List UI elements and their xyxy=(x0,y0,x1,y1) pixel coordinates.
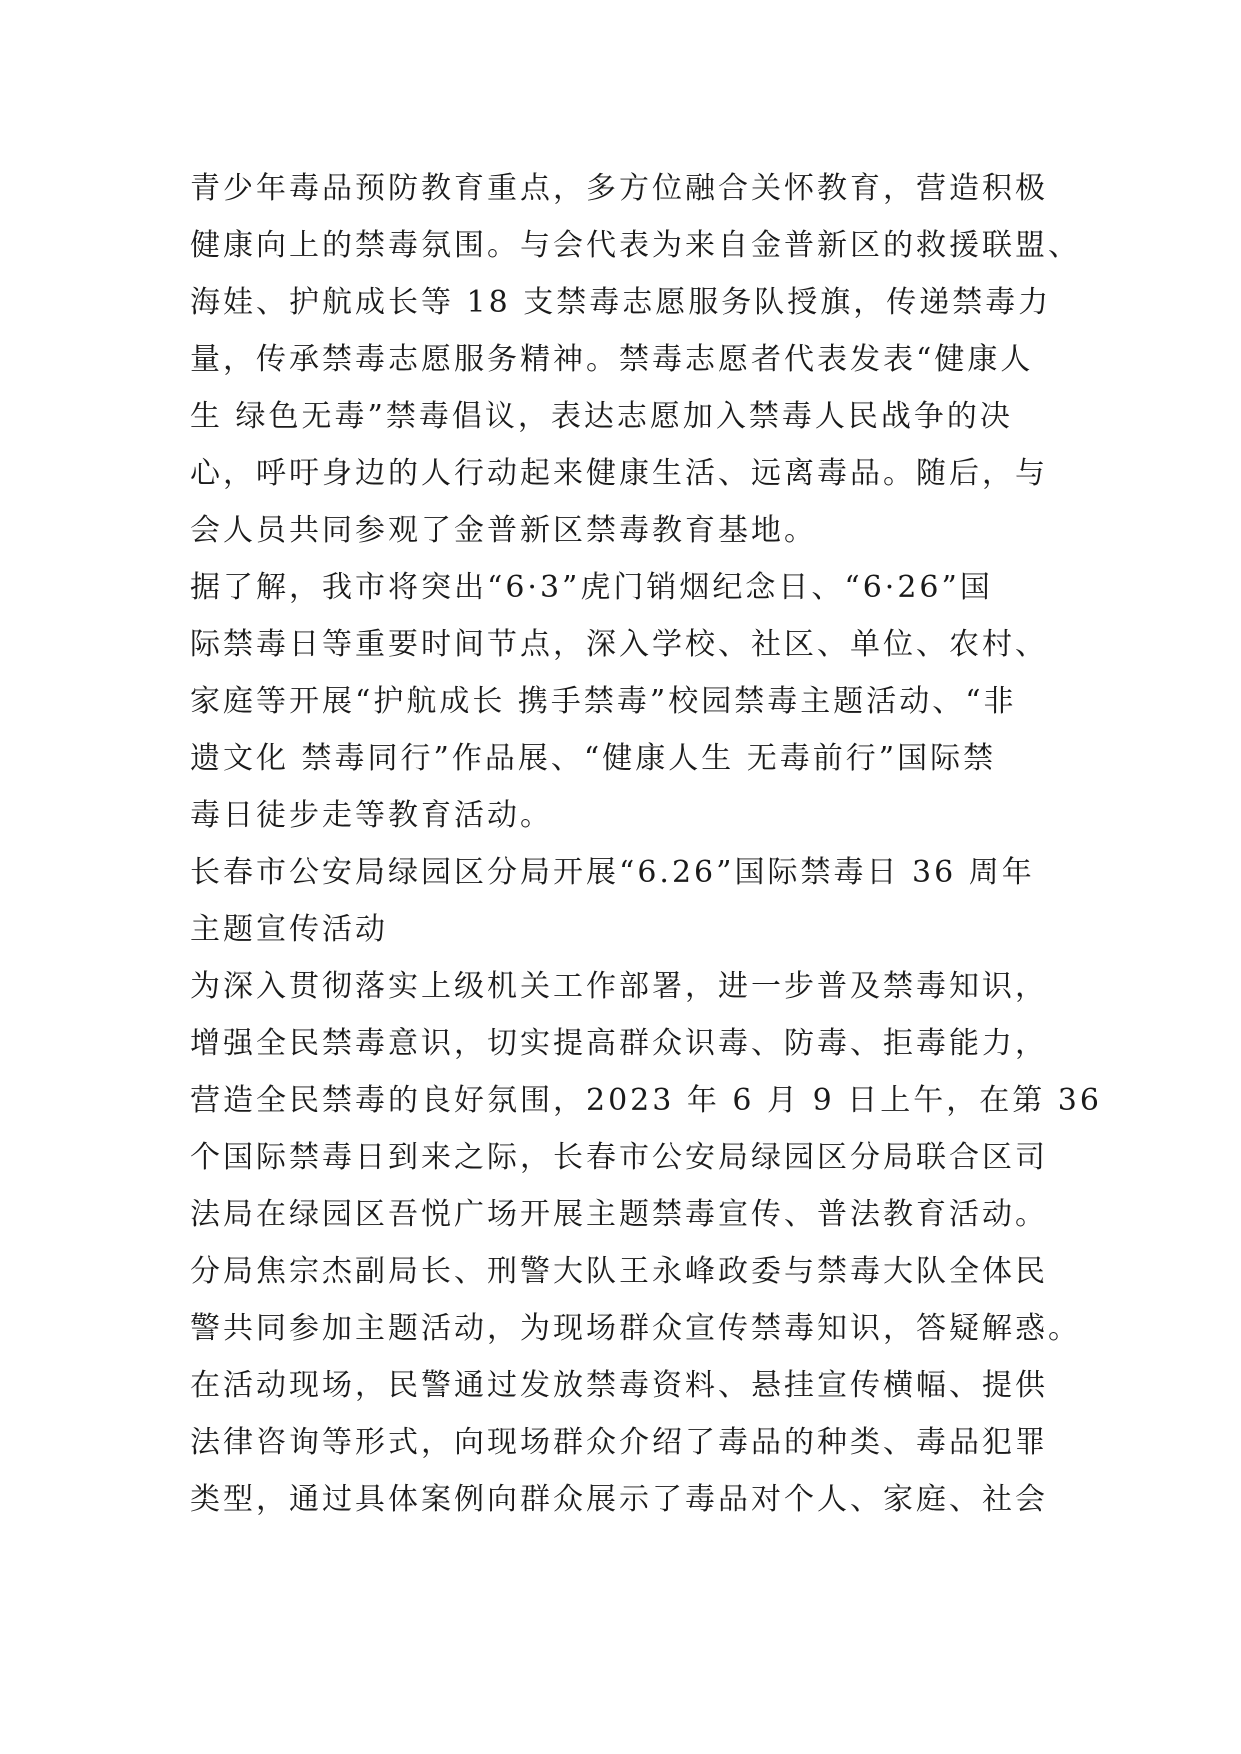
text-line: 生 绿色无毒”禁毒倡议，表达志愿加入禁毒人民战争的决 xyxy=(190,399,1013,434)
text-line: 遗文化 禁毒同行”作品展、“健康人生 无毒前行”国际禁 xyxy=(190,741,997,776)
document-body xyxy=(190,160,1102,1528)
text-line: 增强全民禁毒意识，切实提高群众识毒、防毒、拒毒能力， xyxy=(190,1026,1048,1061)
text-line: 据了解，我市将突出“6·3”虎门销烟纪念日、“6·26”国 xyxy=(190,570,993,605)
text-line: 在活动现场，民警通过发放禁毒资料、悬挂宣传横幅、提供 xyxy=(190,1368,1048,1403)
text-line: 法局在绿园区吾悦广场开展主题禁毒宣传、普法教育活动。 xyxy=(190,1197,1048,1232)
text-line: 际禁毒日等重要时间节点，深入学校、社区、单位、农村、 xyxy=(190,627,1048,662)
text-line: 心，呼吁身边的人行动起来健康生活、远离毒品。随后，与 xyxy=(190,456,1048,491)
text-line: 毒日徒步走等教育活动。 xyxy=(190,798,553,833)
section-title-line: 主题宣传活动 xyxy=(190,912,388,947)
text-line: 会人员共同参观了金普新区禁毒教育基地。 xyxy=(190,513,817,548)
text-line: 家庭等开展“护航成长 携手禁毒”校园禁毒主题活动、“非 xyxy=(190,684,1017,719)
text-line: 类型，通过具体案例向群众展示了毒品对个人、家庭、社会 xyxy=(190,1482,1048,1517)
text-line: 个国际禁毒日到来之际，长春市公安局绿园区分局联合区司 xyxy=(190,1140,1048,1175)
text-line: 健康向上的禁毒氛围。与会代表为来自金普新区的救援联盟、 xyxy=(190,228,1081,263)
text-line: 海娃、护航成长等 18 支禁毒志愿服务队授旗，传递禁毒力 xyxy=(190,285,1052,320)
text-line: 为深入贯彻落实上级机关工作部署，进一步普及禁毒知识， xyxy=(190,969,1048,1004)
text-line: 量，传承禁毒志愿服务精神。禁毒志愿者代表发表“健康人 xyxy=(190,342,1034,377)
section-title-line: 长春市公安局绿园区分局开展“6.26”国际禁毒日 36 周年 xyxy=(190,855,1035,890)
text-line: 分局焦宗杰副局长、刑警大队王永峰政委与禁毒大队全体民 xyxy=(190,1254,1048,1289)
text-line: 法律咨询等形式，向现场群众介绍了毒品的种类、毒品犯罪 xyxy=(190,1425,1048,1460)
text-line: 营造全民禁毒的良好氛围，2023 年 6 月 9 日上午，在第 36 xyxy=(190,1083,1102,1118)
text-line: 警共同参加主题活动，为现场群众宣传禁毒知识，答疑解惑。 xyxy=(190,1311,1081,1346)
text-line: 青少年毒品预防教育重点，多方位融合关怀教育，营造积极 xyxy=(190,171,1048,206)
